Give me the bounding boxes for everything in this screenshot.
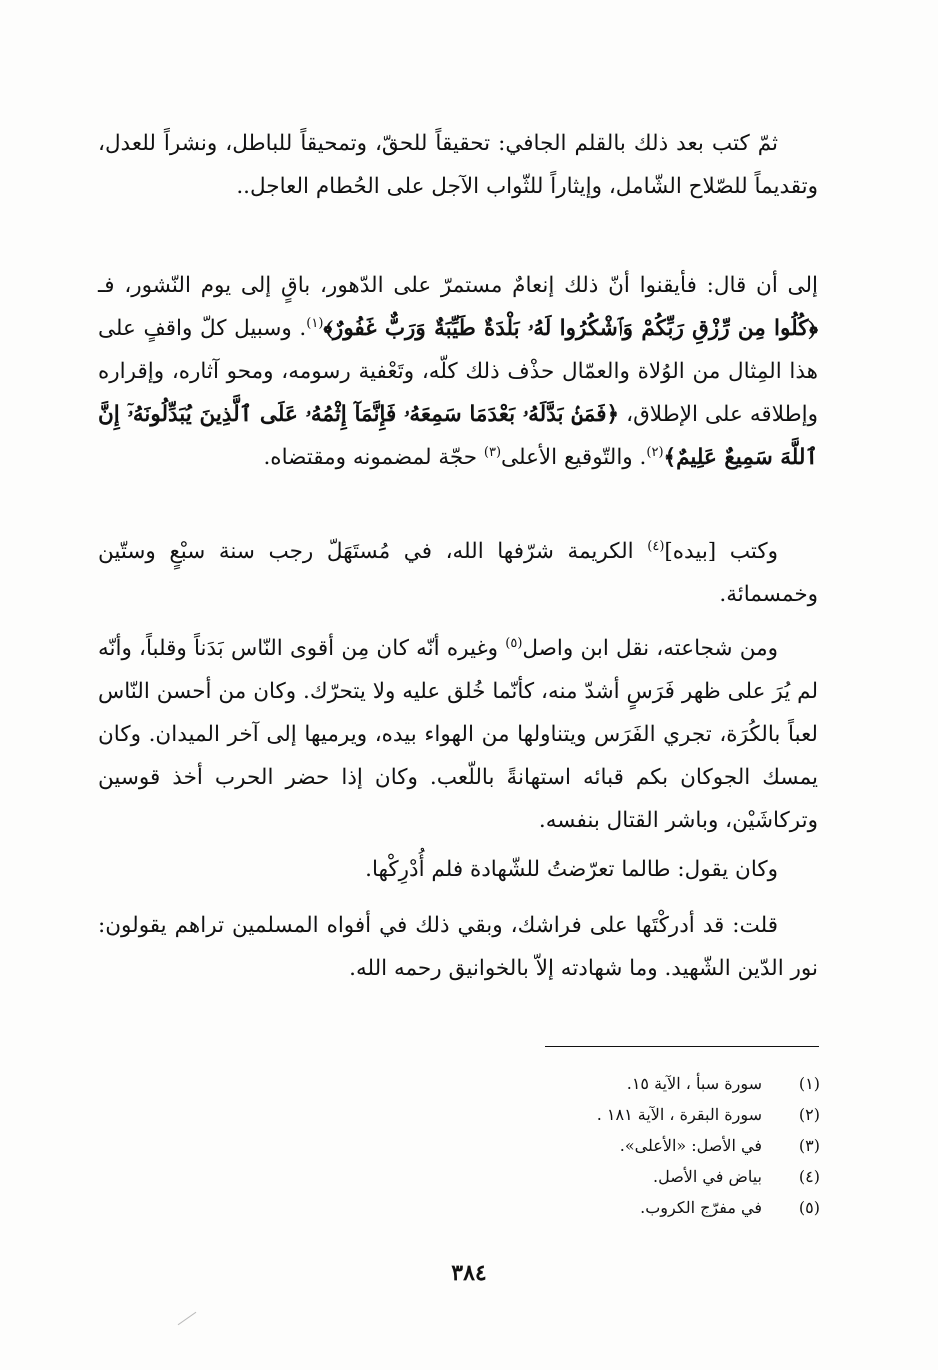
paragraph-3	[98, 530, 818, 616]
quran-verse-2: ﴿فَمَنۢ بَدَّلَهُۥ بَعْدَمَا سَمِعَهُۥ فَإِنَّمَآ إِثْمُهُۥ عَلَى ٱلَّذِينَ يُبَدِّلُونَهُۥٓ إِنَّ ٱللَّهَ سَمِيعٌ عَلِيمٌ﴾	[98, 402, 818, 470]
footnote-separator	[545, 1046, 819, 1047]
footnote-3	[470, 1130, 820, 1161]
paragraph-6	[98, 904, 818, 990]
paragraph-3-start: وكتب [بيده]	[664, 539, 778, 564]
paragraph-1	[98, 122, 818, 208]
footnote-text: سورة البقرة ، الآية ١٨١ .	[596, 1105, 762, 1124]
footnote-text: سورة سبأ ، الآية ١٥.	[626, 1074, 762, 1093]
paragraph-2-middle: . وسبيل كلّ واقفٍ على هذا المِثال من الوُلاة والعمّال حذْف ذلك كلّه، وتَعْفية رسومه، ومحو آثاره، وإقراره وإطلاقه على الإطلاق،	[98, 316, 818, 427]
paragraph-5-text: وكان يقول: طالما تعرّضتُ للشّهادة فلم أُدْرِكْها.	[365, 857, 778, 882]
footnote-4	[470, 1161, 820, 1192]
footnote-2	[470, 1099, 820, 1130]
paragraph-1-text: ثمّ كتب بعد ذلك بالقلم الجافي: تحقيقاً للحقّ، وتمحيقاً للباطل، ونشراً للعدل، وتقديماً للصّلاح الشّامل، وإيثاراً للثّواب الآجل على الحُطام العاجل..	[98, 131, 818, 199]
paragraph-3-end: الكريمة شرّفها الله، في مُستَهَلّ رجب سنة سبْعٍ وستّين وخمسمائة.	[98, 539, 818, 607]
scan-mark	[178, 1312, 197, 1325]
footnote-ref-3: (٣)	[483, 444, 502, 460]
footnote-number: (٣)	[798, 1136, 820, 1155]
footnote-ref-2: (٢)	[646, 444, 664, 460]
paragraph-2-text	[98, 264, 818, 479]
footnote-1	[470, 1068, 820, 1099]
footnote-number: (١)	[798, 1074, 820, 1093]
paragraph-5	[98, 848, 818, 891]
paragraph-4-start: ومن شجاعته، نقل ابن واصل	[522, 636, 778, 661]
footnote-number: (٤)	[798, 1167, 820, 1186]
paragraph-4	[98, 627, 818, 842]
footnote-text: في الأصل: «الأعلى».	[619, 1136, 762, 1155]
paragraph-2-end: حجّة لمضمونه ومقتضاه.	[263, 445, 484, 470]
footnote-ref-5: (٥)	[505, 635, 523, 651]
paragraph-2-tawqi: . والتّوقيع الأعلى	[501, 445, 647, 470]
quran-verse-1: ﴿كُلُوا مِن رِّزْقِ رَبِّكُمْ وَٱشْكُرُوا لَهُۥ بَلْدَةٌ طَيِّبَةٌ وَرَبٌّ غَفُورٌ﴾	[323, 316, 818, 341]
paragraph-4-end: وغيره أنّه كان مِن أقوى النّاس بَدَناً وقلباً، وأنّه لم يُرَ على ظهر فَرَسٍ أشدّ منه، كأنّما خُلق عليه ولا يتحرّك. وكان من أحسن النّاس لعباً بالكُرَة، تجري الفَرَس ويتناولها من الهواء بيده، ويرميها إلى آخر الميدان. وكان يمسك الجوكان بكم قبائه استهانةً باللّعب. وكان إذا حضر الحرب أخذ قوسين وتركاشَيْن، وباشر القتال بنفسه.	[98, 636, 818, 833]
footnote-text: بياض في الأصل.	[652, 1167, 762, 1186]
footnote-number: (٢)	[798, 1105, 820, 1124]
footnote-number: (٥)	[798, 1198, 820, 1217]
footnote-ref-1: (١)	[306, 315, 324, 331]
footnote-text: في مفرّج الكروب.	[640, 1198, 762, 1217]
paragraph-2-intro: إلى أن قال: فأيقنوا أنّ ذلك إنعامٌ مستمرّ على الدّهور، باقٍ إلى يوم النّشور، فـ	[98, 273, 818, 298]
footnotes	[470, 1068, 820, 1223]
paragraph-3-text	[98, 530, 818, 616]
page-number: ٣٨٤	[451, 1260, 487, 1286]
paragraph-2	[98, 264, 818, 479]
paragraph-4-text	[98, 627, 818, 842]
footnote-ref-4: (٤)	[647, 538, 665, 554]
paragraph-6-text: قلت: قد أدركْتَها على فراشك، وبقي ذلك في أفواه المسلمين تراهم يقولون: نور الدّين الشّهيد. وما شهادته إلاّ بالخوانيق رحمه الله.	[98, 913, 818, 981]
footnote-5	[470, 1192, 820, 1223]
